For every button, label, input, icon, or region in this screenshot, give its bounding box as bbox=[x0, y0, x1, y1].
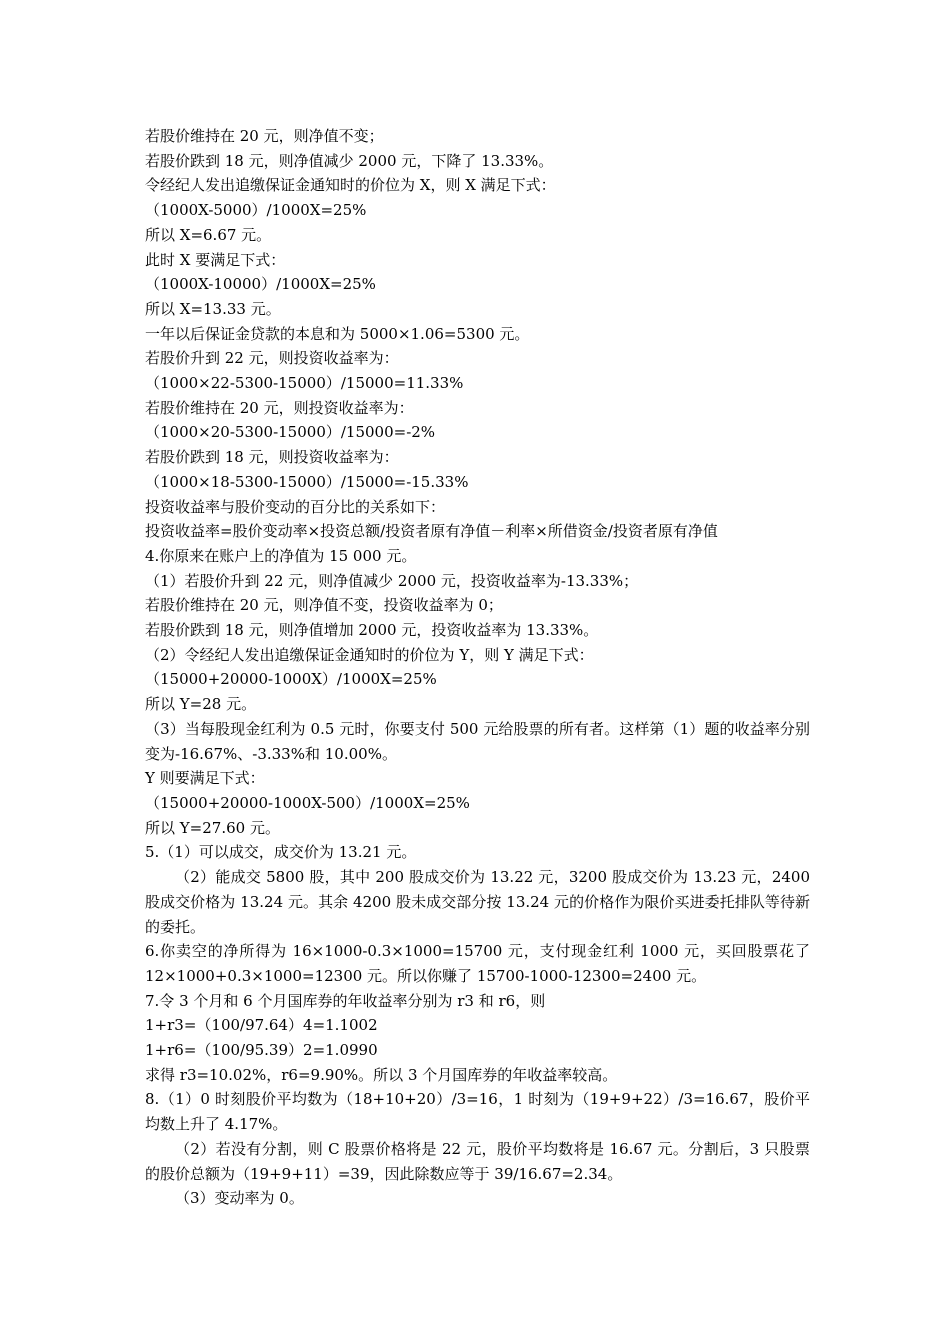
text-line: 一年以后保证金贷款的本息和为 5000×1.06=5300 元。 bbox=[145, 324, 530, 343]
text-line: （1000×20-5300-15000）/15000=-2% bbox=[145, 423, 436, 442]
text-line: 若股价维持在 20 元，则投资收益率为： bbox=[145, 398, 414, 417]
text-line: 若股价维持在 20 元，则净值不变，投资收益率为 0； bbox=[145, 596, 503, 615]
text-line: （1000×18-5300-15000）/15000=-15.33% bbox=[145, 472, 469, 491]
text-line: 此时 X 要满足下式： bbox=[145, 250, 286, 269]
text-line: （2）能成交 5800 股，其中 200 股成交价为 13.22 元，3200 股成交价为 13.23 元，2400 股成交价格为 13.24 元。其余 4200 股未成交部分按 13.24 元的价格作为限价买进委托排队等待新的委托。 bbox=[145, 868, 810, 936]
text-line: 若股价跌到 18 元，则净值减少 2000 元，下降了 13.33%。 bbox=[145, 151, 554, 170]
text-line: （1000X-5000）/1000X=25% bbox=[145, 201, 367, 220]
text-line: 所以 X=13.33 元。 bbox=[145, 299, 281, 318]
text-line: （3）当每股现金红利为 0.5 元时，你要支付 500 元给股票的所有者。这样第（1）题的收益率分别变为-16.67%、-3.33%和 10.00%。 bbox=[145, 719, 810, 763]
text-line: 若股价跌到 18 元，则投资收益率为： bbox=[145, 448, 399, 467]
text-line: 5.（1）可以成交，成交价为 13.21 元。 bbox=[145, 843, 417, 862]
text-line: 8.（1）0 时刻股价平均数为（18+10+20）/3=16，1 时刻为（19+9+22）/3=16.67，股价平均数上升了 4.17%。 bbox=[145, 1090, 810, 1134]
text-line: （2）令经纪人发出追缴保证金通知时的价位为 Y，则 Y 满足下式： bbox=[145, 645, 594, 664]
text-line: 若股价维持在 20 元，则净值不变； bbox=[145, 127, 384, 145]
text-line: 所以 X=6.67 元。 bbox=[145, 225, 272, 244]
text-line: （1000×22-5300-15000）/15000=11.33% bbox=[145, 374, 464, 393]
text-line: 4.你原来在账户上的净值为 15 000 元。 bbox=[145, 546, 417, 565]
text-line: （1）若股价升到 22 元，则净值减少 2000 元，投资收益率为-13.33%； bbox=[145, 571, 639, 590]
text-line: 1+r3=（100/97.64）4=1.1002 bbox=[145, 1016, 378, 1035]
text-line: （15000+20000-1000X-500）/1000X=25% bbox=[145, 793, 470, 812]
text-line: 所以 Y=28 元。 bbox=[145, 695, 257, 714]
text-line: 投资收益率与股价变动的百分比的关系如下： bbox=[145, 497, 446, 516]
text-line: 若股价跌到 18 元，则净值增加 2000 元，投资收益率为 13.33%。 bbox=[145, 621, 599, 640]
text-line: （15000+20000-1000X）/1000X=25% bbox=[145, 670, 437, 689]
text-line: 7.令 3 个月和 6 个月国库券的年收益率分别为 r3 和 r6，则 bbox=[145, 991, 546, 1010]
text-line: 6.你卖空的净所得为 16×1000-0.3×1000=15700 元，支付现金红利 1000 元，买回股票花了 12×1000+0.3×1000=12300 元。所以你赚了 15700-1000-12300=2400 元。 bbox=[145, 942, 810, 985]
text-line: （2）若没有分割，则 C 股票价格将是 22 元，股价平均数将是 16.67 元。分割后，3 只股票的股价总额为（19+9+11）=39，因此除数应等于 39/16.67=2.34。 bbox=[145, 1139, 810, 1183]
text-line: 令经纪人发出追缴保证金通知时的价位为 X，则 X 满足下式： bbox=[145, 176, 556, 195]
text-line: 求得 r3=10.02%，r6=9.90%。所以 3 个月国库券的年收益率较高。 bbox=[145, 1065, 618, 1084]
text-line: Y 则要满足下式： bbox=[145, 769, 265, 788]
text-line: 1+r6=（100/95.39）2=1.0990 bbox=[145, 1041, 378, 1060]
text-line: 投资收益率=股价变动率×投资总额/投资者原有净值－利率×所借资金/投资者原有净值 bbox=[145, 522, 718, 541]
document-body bbox=[145, 124, 810, 1211]
text-line: 所以 Y=27.60 元。 bbox=[145, 818, 280, 837]
text-line: （1000X-10000）/1000X=25% bbox=[145, 275, 376, 294]
text-line: （3）变动率为 0。 bbox=[175, 1189, 304, 1208]
text-line: 若股价升到 22 元，则投资收益率为： bbox=[145, 349, 399, 368]
